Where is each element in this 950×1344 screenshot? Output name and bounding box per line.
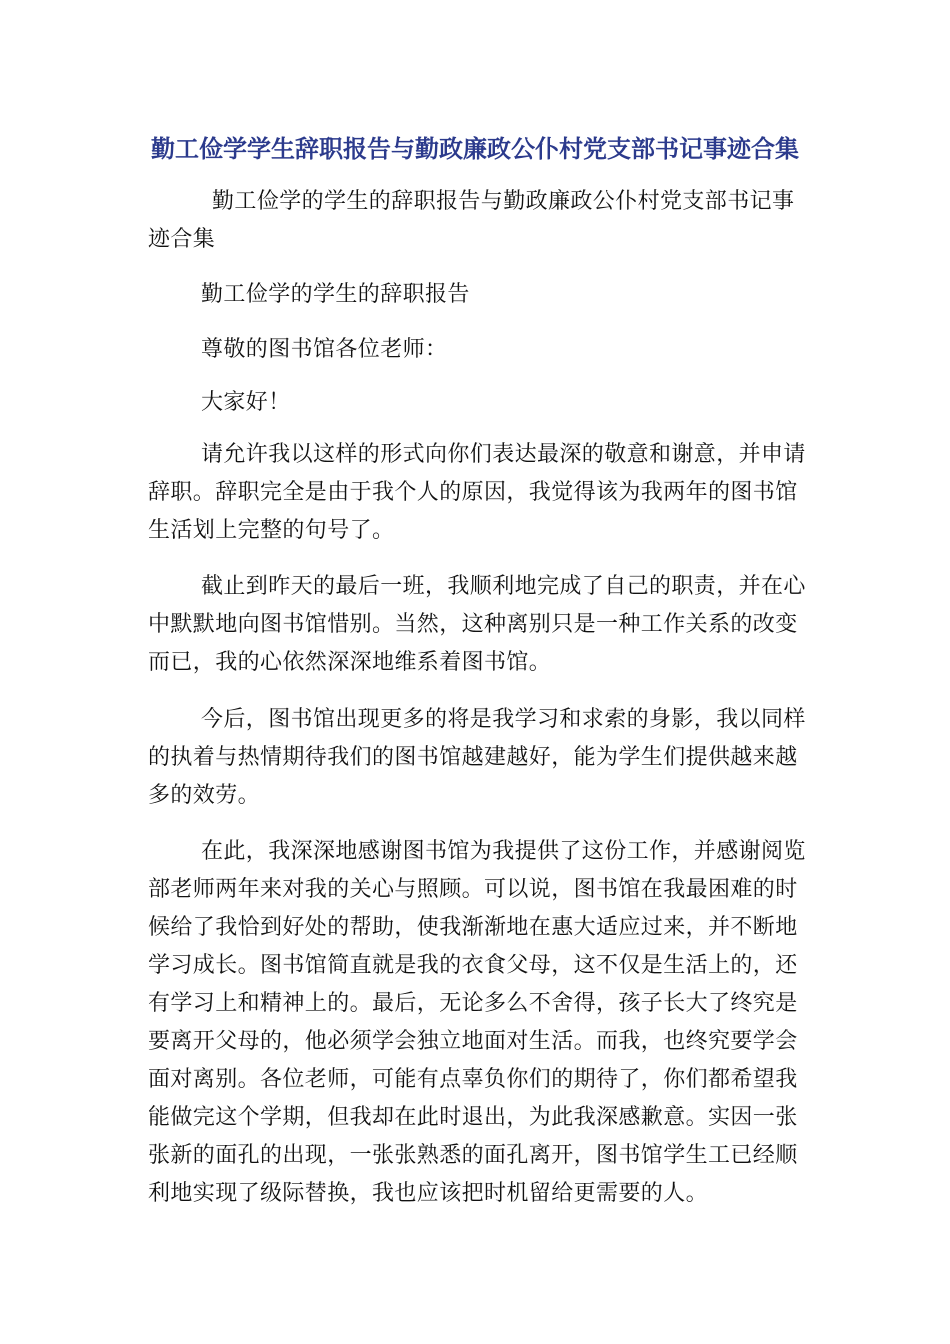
document-title: 勤工俭学学生辞职报告与勤政廉政公仆村党支部书记事迹合集 xyxy=(151,135,799,163)
report-heading: 勤工俭学的学生的辞职报告 xyxy=(201,282,470,307)
body-paragraph-1: 请允许我以这样的形式向你们表达最深的敬意和谢意，并申请辞职。辞职完全是由于我个人的原因，我觉得该为我两年的图书馆生活划上完整的句号了。 xyxy=(148,442,806,543)
body-paragraph-3: 今后，图书馆出现更多的将是我学习和求索的身影，我以同样的执着与热情期待我们的图书馆越建越好，能为学生们提供越来越多的效劳。 xyxy=(148,707,806,808)
subtitle-paragraph: 勤工俭学的学生的辞职报告与勤政廉政公仆村党支部书记事迹合集 xyxy=(148,189,795,252)
salutation: 尊敬的图书馆各位老师： xyxy=(201,337,448,362)
body-paragraph-4: 在此，我深深地感谢图书馆为我提供了这份工作，并感谢阅览部老师两年来对我的关心与照顾。可以说，图书馆在我最困难的时候给了我恰到好处的帮助，使我渐渐地在惠大适应过来，并不断地学习成长。图书馆简直就是我的衣食父母，这不仅是生活上的，还有学习上和精神上的。最后，无论多么不舍得，孩子长大了终究是要离开父母的，他必须学会独立地面对生活。而我，也终究要学会面对离别。各位老师，可能有点辜负你们的期待了，你们都希望我能做完这个学期，但我却在此时退出，为此我深感歉意。实因一张张新的面孔的出现，一张张熟悉的面孔离开，图书馆学生工已经顺利地实现了级际替换，我也应该把时机留给更需要的人。 xyxy=(148,839,806,1206)
greeting: 大家好！ xyxy=(201,390,291,415)
body-paragraph-2: 截止到昨天的最后一班，我顺利地完成了自己的职责，并在心中默默地向图书馆惜别。当然，这种离别只是一种工作关系的改变而已，我的心依然深深地维系着图书馆。 xyxy=(148,574,806,675)
